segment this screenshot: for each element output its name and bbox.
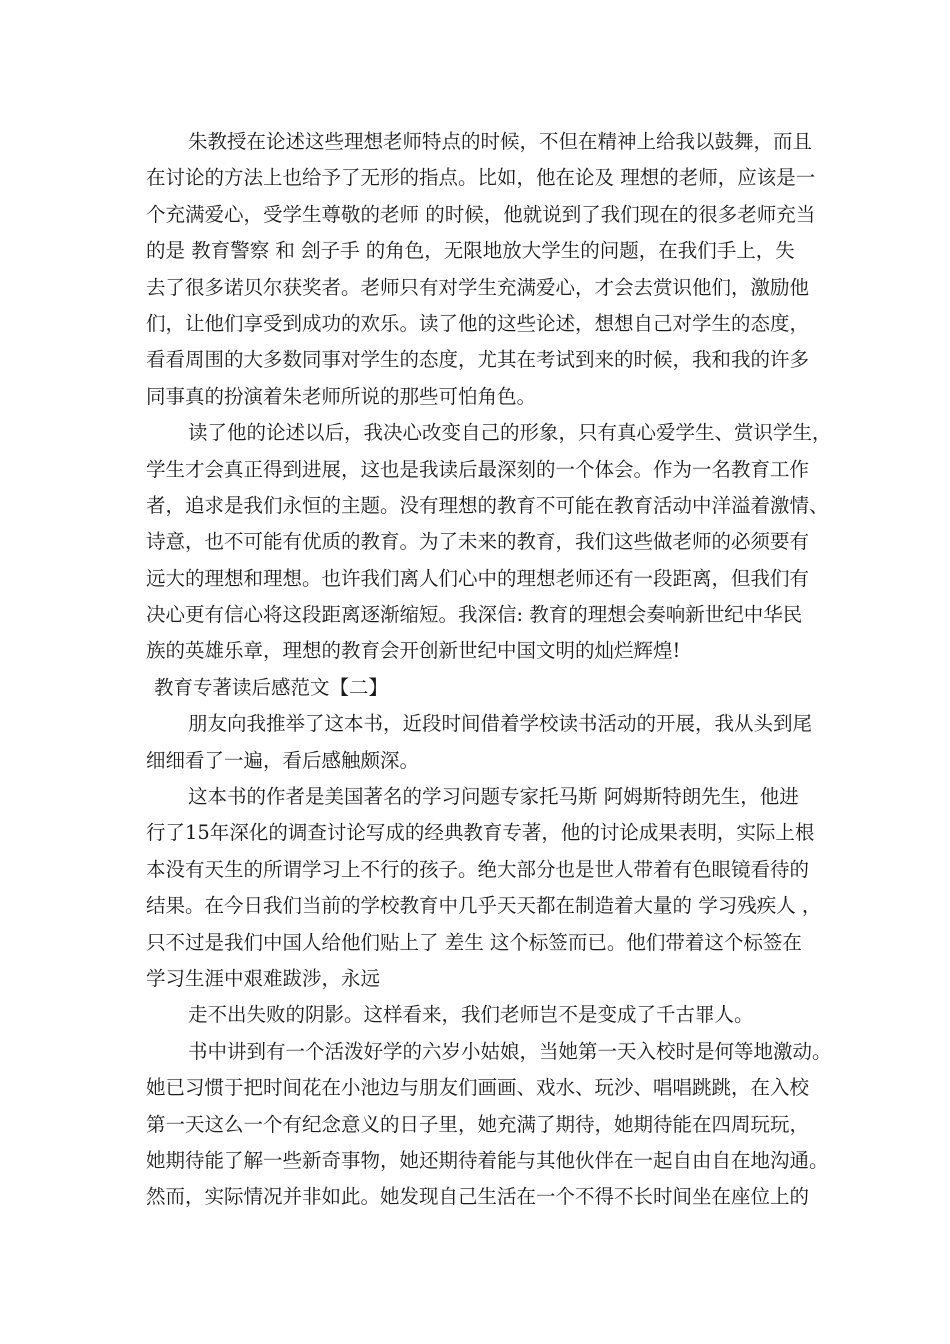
text-line: 然而，实际情况并非如此。她发现自己生活在一个不得不长时间坐在座位上的 <box>146 1185 810 1209</box>
text-line: 诗意，也不可能有优质的教育。为了未来的教育，我们这些做老师的必须要有 <box>146 530 810 554</box>
text-line: 远大的理想和理想。也许我们离人们心中的理想老师还有一段距离，但我们有 <box>146 566 810 590</box>
text-line: 在讨论的方法上也给予了无形的指点。比如，他在论及 理想的老师，应该是一 <box>146 166 816 190</box>
text-line: 朱教授在论述这些理想老师特点的时候，不但在精神上给我以鼓舞，而且 <box>188 130 813 153</box>
text-line: 本没有天生的所谓学习上不行的孩子。绝大部分也是世人带着有色眼镜看待的 <box>146 857 810 881</box>
text-line: 行了15年深化的调查讨论写成的经典教育专著，他的讨论成果表明，实际上根 <box>146 821 815 845</box>
text-line: 者，追求是我们永恒的主题。没有理想的教育不可能在教育活动中洋溢着激情、 <box>146 493 829 517</box>
text-line: 她期待能了解一些新奇事物，她还期待着能与其他伙伴在一起自由自在地沟通。 <box>146 1148 829 1172</box>
text-line: 细细看了一遍，看后感触颇深。 <box>146 748 420 772</box>
section-heading: 教育专著读后感范文【二】 <box>154 675 389 699</box>
text-line: 学习生涯中艰难跋涉，永远 <box>146 966 381 990</box>
text-line: 决心更有信心将这段距离逐渐缩短。我深信: 教育的理想会奏响新世纪中华民 <box>146 603 803 627</box>
text-line: 看看周围的大多数同事对学生的态度，尤其在考试到来的时候，我和我的许多 <box>146 348 810 372</box>
text-line: 第一天这么一个有纪念意义的日子里，她充满了期待，她期待能在四周玩玩， <box>146 1112 810 1136</box>
text-line: 的是 教育警察 和 刽子手 的角色，无限地放大学生的问题，在我们手上，失 <box>146 239 795 263</box>
text-line: 结果。在今日我们当前的学校教育中几乎天天都在制造着大量的 学习残疾人 ， <box>146 894 822 918</box>
text-line: 书中讲到有一个活泼好学的六岁小姑娘，当她第一天入校时是何等地激动。 <box>188 1039 832 1063</box>
text-line: 走不出失败的阴影。这样看来，我们老师岂不是变成了千古罪人。 <box>188 1003 754 1027</box>
text-line: 族的英雄乐章，理想的教育会开创新世纪中国文明的灿烂辉煌! <box>146 639 681 663</box>
text-line: 个充满爱心，受学生尊敬的老师 的时候，他就说到了我们现在的很多老师充当 <box>146 202 816 226</box>
text-line: 朋友向我推举了这本书，近段时间借着学校读书活动的开展，我从头到尾 <box>188 712 813 736</box>
text-line: 同事真的扮演着朱老师所说的那些可怕角色。 <box>146 384 537 408</box>
text-line: 读了他的论述以后，我决心改变自己的形象，只有真心爱学生、赏识学生， <box>188 421 832 445</box>
document-body <box>146 124 832 1216</box>
text-line: 她已习惯于把时间花在小池边与朋友们画画、戏水、玩沙、唱唱跳跳，在入校 <box>146 1076 810 1100</box>
text-line: 只不过是我们中国人给他们贴上了 差生 这个标签而已。他们带着这个标签在 <box>146 930 802 954</box>
text-line: 去了很多诺贝尔获奖者。老师只有对学生充满爱心，才会去赏识他们，激励他 <box>146 275 810 299</box>
text-line: 这本书的作者是美国著名的学习问题专家托马斯 阿姆斯特朗先生，他进 <box>188 785 799 809</box>
text-line: 们，让他们享受到成功的欢乐。读了他的这些论述，想想自己对学生的态度， <box>146 311 810 335</box>
text-line: 学生才会真正得到进展，这也是我读后最深刻的一个体会。作为一名教育工作 <box>146 457 810 481</box>
